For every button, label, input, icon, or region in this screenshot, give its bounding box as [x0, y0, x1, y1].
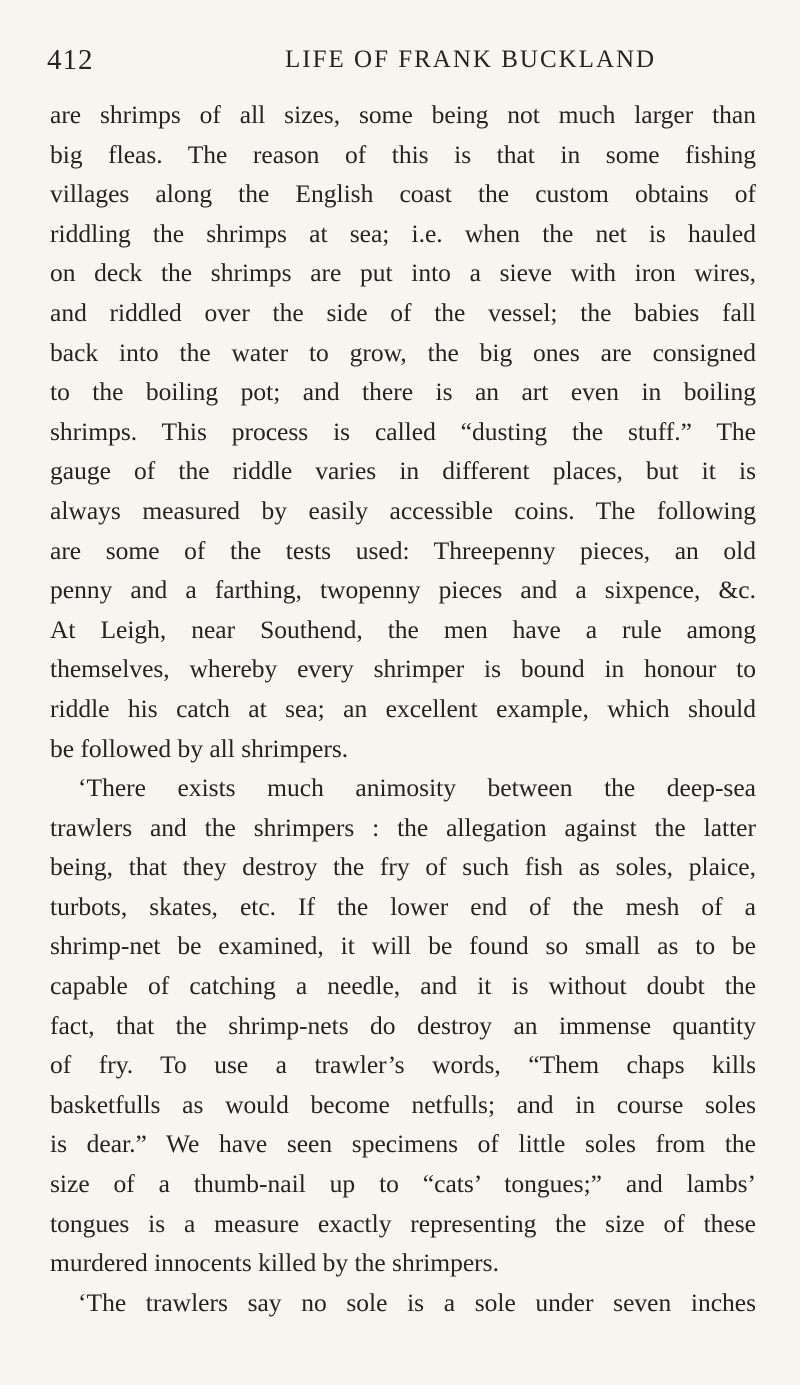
body-text [50, 95, 756, 1322]
page-number: 412 [47, 44, 94, 76]
running-title: LIFE OF FRANK BUCKLAND [285, 46, 657, 73]
running-head [47, 40, 760, 80]
text-line: and riddled over the side of the vessel; the babies fall [50, 297, 756, 327]
text-line: ‘The trawlers say no sole is a sole under seven inches [78, 1287, 756, 1317]
text-line: At Leigh, near Southend, the men have a rule among [50, 614, 756, 644]
text-line: size of a thumb-nail up to “cats’ tongues;” and lambs’ [50, 1169, 756, 1199]
text-line: shrimp-net be examined, it will be found so small as to be [50, 931, 756, 961]
text-line: be followed by all shrimpers. [50, 733, 349, 763]
text-line: themselves, whereby every shrimper is bound in honour to [50, 654, 756, 684]
text-line: murdered innocents killed by the shrimpers. [50, 1248, 499, 1278]
text-line: are some of the tests used: Threepenny pieces, an old [50, 535, 756, 565]
text-line: shrimps. This process is called “dusting the stuff.” The [50, 416, 756, 446]
text-line: being, that they destroy the fry of such fish as soles, plaice, [50, 852, 756, 882]
text-line: of fry. To use a trawler’s words, “Them chaps kills [50, 1050, 756, 1080]
text-line: ‘There exists much animosity between the deep-sea [78, 773, 756, 803]
text-line: is dear.” We have seen specimens of little soles from the [50, 1129, 756, 1159]
text-line: turbots, skates, etc. If the lower end of the mesh of a [50, 891, 756, 921]
text-line: fact, that the shrimp-nets do destroy an immense quantity [50, 1010, 756, 1040]
text-line: capable of catching a needle, and it is without doubt the [50, 971, 756, 1001]
text-line: are shrimps of all sizes, some being not much larger than [50, 100, 756, 129]
text-line: trawlers and the shrimpers : the allegation against the latter [50, 812, 756, 842]
text-line: riddle his catch at sea; an excellent example, which should [50, 693, 756, 723]
text-line: basketfulls as would become netfulls; and in course soles [50, 1089, 756, 1119]
text-line: villages along the English coast the custom obtains of [50, 179, 756, 209]
text-line: penny and a farthing, twopenny pieces and a sixpence, &c. [50, 575, 756, 605]
text-line: big fleas. The reason of this is that in some fishing [50, 139, 756, 169]
text-line: to the boiling pot; and there is an art even in boiling [50, 377, 756, 407]
text-line: on deck the shrimps are put into a sieve with iron wires, [50, 258, 756, 288]
text-line: tongues is a measure exactly representing the size of these [50, 1208, 756, 1238]
text-line: riddling the shrimps at sea; i.e. when the net is hauled [50, 218, 756, 248]
text-line: back into the water to grow, the big ones are consigned [50, 337, 756, 367]
text-line: gauge of the riddle varies in different places, but it is [50, 456, 756, 486]
text-line: always measured by easily accessible coins. The following [50, 495, 756, 525]
